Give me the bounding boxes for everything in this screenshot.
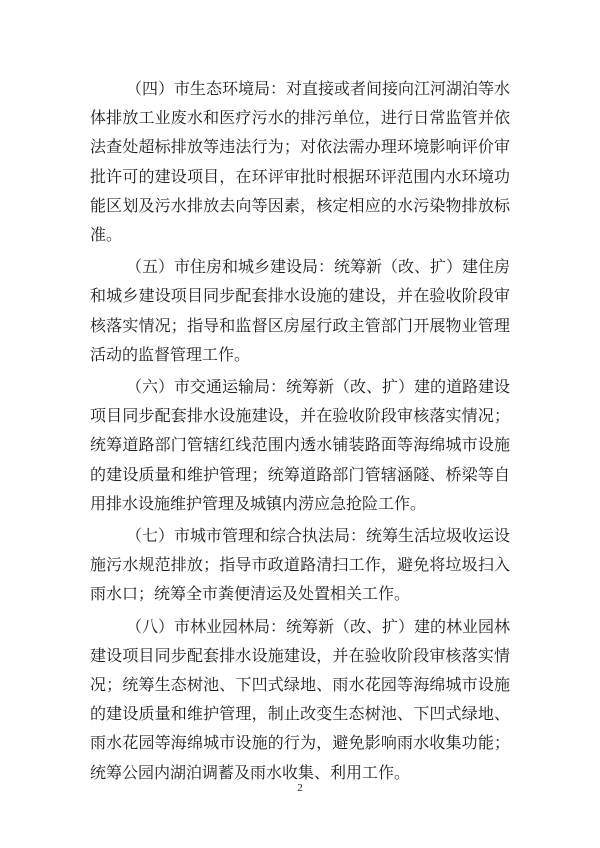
document-body [90,74,510,790]
paragraph-housing-bureau: （五）市住房和城乡建设局：统筹新（改、扩）建住房和城乡建设项目同步配套排水设施的建设，并在验收阶段审核落实情况；指导和监督区房屋行政主管部门开展物业管理活动的监督管理工作。 [90,257,511,364]
page-number: 2 [297,782,303,794]
paragraph-environment-bureau: （四）市生态环境局：对直接或者间接向江河湖泊等水体排放工业废水和医疗污水的排污单位，进行日常监管并依法查处超标排放等违法行为；对依法需办理环境影响评价审批许可的建设项目，在环评审批时根据环评范围内水环境功能区划及污水排放去向等因素，核定相应的水污染物排放标准。 [90,79,511,245]
paragraph-transport-bureau: （六）市交通运输局：统筹新（改、扩）建的道路建设项目同步配套排水设施建设，并在验收阶段审核落实情况；统筹道路部门管辖红线范围内透水铺装路面等海绵城市设施的建设质量和维护管理；统筹道路部门管辖涵隧、桥梁等自用排水设施维护管理及城镇内涝应急抢险工作。 [90,377,511,513]
paragraph-urban-management-bureau: （七）市城市管理和综合执法局：统筹生活垃圾收运设施污水规范排放；指导市政道路清扫工作，避免将垃圾扫入雨水口；统筹全市粪便清运及处置相关工作。 [90,526,511,604]
paragraph-forestry-bureau: （八）市林业园林局：统筹新（改、扩）建的林业园林建设项目同步配套排水设施建设，并在验收阶段审核落实情况；统筹生态树池、下凹式绿地、雨水花园等海绵城市设施的建设质量和维护管理，制止改变生态树池、下凹式绿地、雨水花园等海绵城市设施的行为，避免影响雨水收集功能；统筹公园内湖泊调蓄及雨水收集、利用工作。 [90,616,511,782]
